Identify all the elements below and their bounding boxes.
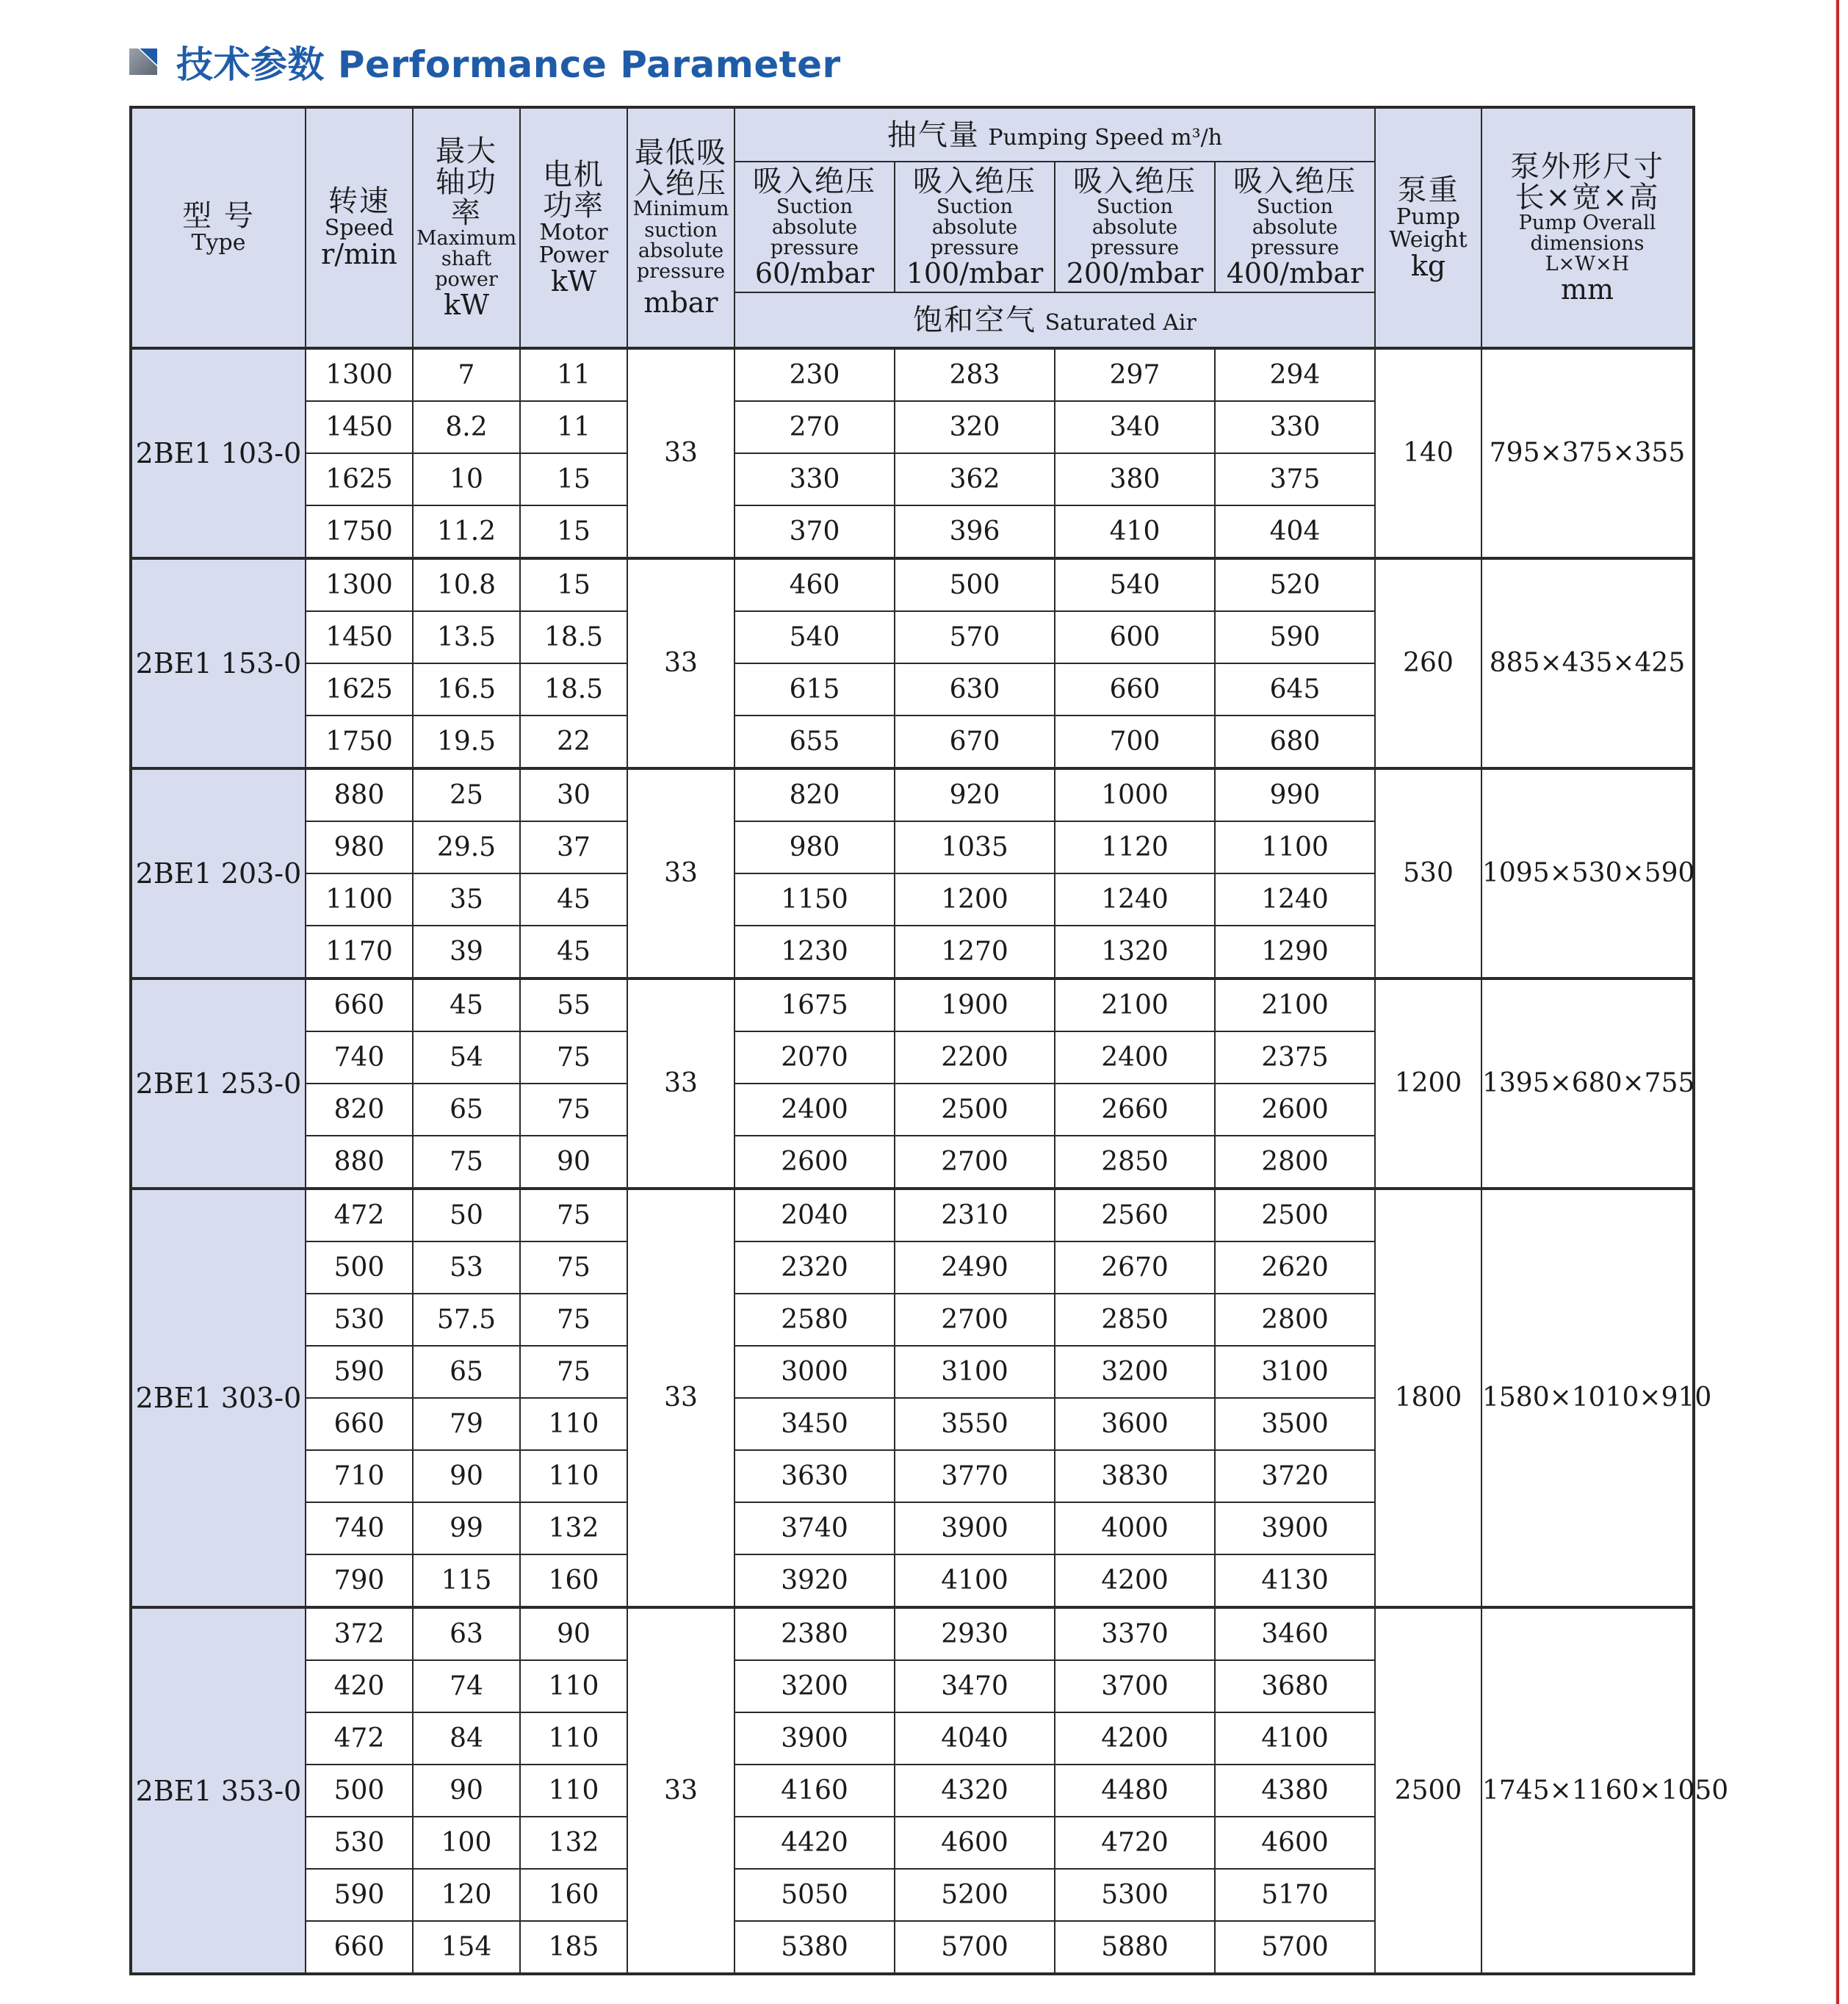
model-cell: 2BE1 203-0 [131,768,306,978]
p400-cell: 1290 [1215,926,1375,978]
motor-power-cell: 15 [520,453,627,505]
p100-cell: 2700 [895,1136,1055,1189]
header-suction-100: 吸入绝压 Suction absolute pressure 100/mbar [895,162,1055,292]
p200-cell: 410 [1055,505,1215,558]
p100-cell: 4600 [895,1817,1055,1869]
motor-power-cell: 45 [520,873,627,926]
shaft-power-cell: 50 [413,1189,520,1241]
p200-cell: 600 [1055,611,1215,663]
p400-cell: 4380 [1215,1765,1375,1817]
shaft-power-cell: 10 [413,453,520,505]
p400-cell: 2600 [1215,1084,1375,1136]
motor-power-cell: 11 [520,401,627,453]
p200-cell: 3370 [1055,1607,1215,1660]
motor-power-cell: 75 [520,1189,627,1241]
p60-cell: 2580 [734,1294,895,1346]
p100-cell: 5200 [895,1869,1055,1921]
p60-cell: 4160 [734,1765,895,1817]
speed-cell: 1750 [306,505,413,558]
p60-cell: 4420 [734,1817,895,1869]
speed-cell: 790 [306,1554,413,1607]
speed-cell: 1625 [306,663,413,716]
p60-cell: 655 [734,716,895,768]
shaft-power-cell: 16.5 [413,663,520,716]
dimensions-cell: 1095×530×590 [1481,768,1694,978]
header-pump-weight: 泵重 Pump Weight kg [1375,107,1481,348]
shaft-power-cell: 53 [413,1241,520,1294]
p400-cell: 1100 [1215,821,1375,873]
motor-power-cell: 75 [520,1241,627,1294]
p60-cell: 370 [734,505,895,558]
shaft-power-cell: 90 [413,1765,520,1817]
speed-cell: 1625 [306,453,413,505]
motor-power-cell: 18.5 [520,611,627,663]
p200-cell: 2850 [1055,1294,1215,1346]
speed-cell: 740 [306,1031,413,1084]
shaft-power-cell: 11.2 [413,505,520,558]
motor-power-cell: 110 [520,1660,627,1712]
min-suction-cell: 33 [627,348,734,558]
p200-cell: 4720 [1055,1817,1215,1869]
p200-cell: 2850 [1055,1136,1215,1189]
speed-cell: 980 [306,821,413,873]
shaft-power-cell: 99 [413,1502,520,1554]
p60-cell: 3630 [734,1450,895,1502]
p100-cell: 570 [895,611,1055,663]
motor-power-cell: 90 [520,1136,627,1189]
speed-cell: 1450 [306,401,413,453]
p200-cell: 3200 [1055,1346,1215,1398]
table-row [131,978,1694,1031]
p100-cell: 3900 [895,1502,1055,1554]
shaft-power-cell: 7 [413,348,520,401]
speed-cell: 530 [306,1294,413,1346]
p100-cell: 1900 [895,978,1055,1031]
speed-cell: 660 [306,1398,413,1450]
min-suction-cell: 33 [627,558,734,768]
motor-power-cell: 11 [520,348,627,401]
header-saturated-air: 饱和空气 Saturated Air [734,292,1375,348]
p200-cell: 2400 [1055,1031,1215,1084]
p100-cell: 283 [895,348,1055,401]
p200-cell: 340 [1055,401,1215,453]
p400-cell: 2800 [1215,1136,1375,1189]
p60-cell: 2400 [734,1084,895,1136]
speed-cell: 710 [306,1450,413,1502]
p100-cell: 1035 [895,821,1055,873]
p400-cell: 3500 [1215,1398,1375,1450]
header-suction-60: 吸入绝压 Suction absolute pressure 60/mbar [734,162,895,292]
p100-cell: 320 [895,401,1055,453]
p400-cell: 2800 [1215,1294,1375,1346]
p400-cell: 3900 [1215,1502,1375,1554]
p400-cell: 3720 [1215,1450,1375,1502]
speed-cell: 500 [306,1765,413,1817]
p400-cell: 404 [1215,505,1375,558]
header-type: 型 号 Type [131,107,306,348]
p200-cell: 540 [1055,558,1215,611]
min-suction-cell: 33 [627,768,734,978]
p100-cell: 3770 [895,1450,1055,1502]
p60-cell: 5380 [734,1921,895,1974]
p100-cell: 4100 [895,1554,1055,1607]
shaft-power-cell: 35 [413,873,520,926]
p400-cell: 645 [1215,663,1375,716]
p400-cell: 330 [1215,401,1375,453]
shaft-power-cell: 154 [413,1921,520,1974]
motor-power-cell: 160 [520,1869,627,1921]
shaft-power-cell: 65 [413,1084,520,1136]
speed-cell: 1170 [306,926,413,978]
model-cell: 2BE1 253-0 [131,978,306,1189]
motor-power-cell: 90 [520,1607,627,1660]
shaft-power-cell: 19.5 [413,716,520,768]
p100-cell: 2700 [895,1294,1055,1346]
shaft-power-cell: 120 [413,1869,520,1921]
p200-cell: 4200 [1055,1712,1215,1765]
motor-power-cell: 160 [520,1554,627,1607]
p400-cell: 5700 [1215,1921,1375,1974]
shaft-power-cell: 100 [413,1817,520,1869]
motor-power-cell: 22 [520,716,627,768]
p400-cell: 4600 [1215,1817,1375,1869]
page-right-border-shadow [1835,0,1836,2004]
weight-cell: 140 [1375,348,1481,558]
p100-cell: 670 [895,716,1055,768]
model-cell: 2BE1 303-0 [131,1189,306,1607]
p400-cell: 4130 [1215,1554,1375,1607]
p60-cell: 270 [734,401,895,453]
motor-power-cell: 37 [520,821,627,873]
p60-cell: 5050 [734,1869,895,1921]
p200-cell: 2670 [1055,1241,1215,1294]
p400-cell: 520 [1215,558,1375,611]
speed-cell: 1750 [306,716,413,768]
p400-cell: 990 [1215,768,1375,821]
motor-power-cell: 18.5 [520,663,627,716]
motor-power-cell: 132 [520,1502,627,1554]
p60-cell: 330 [734,453,895,505]
p100-cell: 2310 [895,1189,1055,1241]
p60-cell: 3900 [734,1712,895,1765]
p400-cell: 2100 [1215,978,1375,1031]
p60-cell: 980 [734,821,895,873]
p200-cell: 2100 [1055,978,1215,1031]
p400-cell: 2375 [1215,1031,1375,1084]
p400-cell: 375 [1215,453,1375,505]
section-title: 技术参数 Performance Parameter [176,43,841,86]
dimensions-cell: 1580×1010×910 [1481,1189,1694,1607]
motor-power-cell: 75 [520,1031,627,1084]
header-max-shaft-power: 最大轴功率 Maximum shaft power kW [413,107,520,348]
speed-cell: 472 [306,1712,413,1765]
p60-cell: 540 [734,611,895,663]
dimensions-cell: 795×375×355 [1481,348,1694,558]
speed-cell: 1450 [306,611,413,663]
speed-cell: 1100 [306,873,413,926]
shaft-power-cell: 84 [413,1712,520,1765]
shaft-power-cell: 79 [413,1398,520,1450]
header-min-suction-pressure: 最低吸入绝压 Minimum suction absolute pressure mbar [627,107,734,348]
p60-cell: 615 [734,663,895,716]
table-row [131,1189,1694,1241]
p400-cell: 680 [1215,716,1375,768]
p60-cell: 230 [734,348,895,401]
p100-cell: 2500 [895,1084,1055,1136]
p60-cell: 1675 [734,978,895,1031]
motor-power-cell: 110 [520,1398,627,1450]
weight-cell: 1200 [1375,978,1481,1189]
speed-cell: 820 [306,1084,413,1136]
p200-cell: 4480 [1055,1765,1215,1817]
weight-cell: 260 [1375,558,1481,768]
p60-cell: 2040 [734,1189,895,1241]
p60-cell: 2070 [734,1031,895,1084]
table-row [131,348,1694,401]
section-heading [129,35,841,88]
p60-cell: 1150 [734,873,895,926]
p200-cell: 3600 [1055,1398,1215,1450]
speed-cell: 660 [306,978,413,1031]
motor-power-cell: 75 [520,1346,627,1398]
p200-cell: 380 [1055,453,1215,505]
p100-cell: 1200 [895,873,1055,926]
table-row [131,558,1694,611]
p400-cell: 1240 [1215,873,1375,926]
p400-cell: 2620 [1215,1241,1375,1294]
p200-cell: 3830 [1055,1450,1215,1502]
model-cell: 2BE1 103-0 [131,348,306,558]
p400-cell: 2500 [1215,1189,1375,1241]
shaft-power-cell: 25 [413,768,520,821]
speed-cell: 880 [306,1136,413,1189]
shaft-power-cell: 10.8 [413,558,520,611]
shaft-power-cell: 57.5 [413,1294,520,1346]
shaft-power-cell: 75 [413,1136,520,1189]
p60-cell: 2600 [734,1136,895,1189]
p60-cell: 2380 [734,1607,895,1660]
table-row [131,768,1694,821]
p60-cell: 1230 [734,926,895,978]
table-row [131,1607,1694,1660]
p200-cell: 5300 [1055,1869,1215,1921]
p200-cell: 2660 [1055,1084,1215,1136]
p200-cell: 1000 [1055,768,1215,821]
p100-cell: 500 [895,558,1055,611]
shaft-power-cell: 29.5 [413,821,520,873]
shaft-power-cell: 65 [413,1346,520,1398]
model-cell: 2BE1 153-0 [131,558,306,768]
header-pumping-speed: 抽气量 Pumping Speed m³/h [734,107,1375,162]
p400-cell: 294 [1215,348,1375,401]
p200-cell: 660 [1055,663,1215,716]
speed-cell: 500 [306,1241,413,1294]
motor-power-cell: 110 [520,1450,627,1502]
p60-cell: 3000 [734,1346,895,1398]
speed-cell: 372 [306,1607,413,1660]
weight-cell: 2500 [1375,1607,1481,1974]
weight-cell: 530 [1375,768,1481,978]
p100-cell: 5700 [895,1921,1055,1974]
dimensions-cell: 885×435×425 [1481,558,1694,768]
p100-cell: 4040 [895,1712,1055,1765]
motor-power-cell: 132 [520,1817,627,1869]
p400-cell: 4100 [1215,1712,1375,1765]
p400-cell: 3460 [1215,1607,1375,1660]
page-right-border [1836,0,1839,2004]
speed-cell: 590 [306,1869,413,1921]
motor-power-cell: 75 [520,1294,627,1346]
p100-cell: 630 [895,663,1055,716]
p400-cell: 5170 [1215,1869,1375,1921]
min-suction-cell: 33 [627,1607,734,1974]
dimensions-cell: 1745×1160×1050 [1481,1607,1694,1974]
p100-cell: 362 [895,453,1055,505]
p100-cell: 3100 [895,1346,1055,1398]
header-suction-200: 吸入绝压 Suction absolute pressure 200/mbar [1055,162,1215,292]
shaft-power-cell: 8.2 [413,401,520,453]
p200-cell: 2560 [1055,1189,1215,1241]
header-speed: 转速 Speed r/min [306,107,413,348]
min-suction-cell: 33 [627,1189,734,1607]
speed-cell: 880 [306,768,413,821]
p60-cell: 3740 [734,1502,895,1554]
p200-cell: 4000 [1055,1502,1215,1554]
p100-cell: 920 [895,768,1055,821]
p60-cell: 3920 [734,1554,895,1607]
model-cell: 2BE1 353-0 [131,1607,306,1974]
p100-cell: 1270 [895,926,1055,978]
p60-cell: 3200 [734,1660,895,1712]
motor-power-cell: 110 [520,1765,627,1817]
shaft-power-cell: 74 [413,1660,520,1712]
shaft-power-cell: 54 [413,1031,520,1084]
p200-cell: 5880 [1055,1921,1215,1974]
motor-power-cell: 110 [520,1712,627,1765]
motor-power-cell: 45 [520,926,627,978]
p60-cell: 3450 [734,1398,895,1450]
p400-cell: 3680 [1215,1660,1375,1712]
weight-cell: 1800 [1375,1189,1481,1607]
speed-cell: 472 [306,1189,413,1241]
section-marker-icon [129,48,157,75]
speed-cell: 530 [306,1817,413,1869]
header-overall-dimensions: 泵外形尺寸 长×宽×高 Pump Overall dimensions L×W×H mm [1481,107,1694,348]
shaft-power-cell: 63 [413,1607,520,1660]
speed-cell: 1300 [306,558,413,611]
shaft-power-cell: 13.5 [413,611,520,663]
min-suction-cell: 33 [627,978,734,1189]
speed-cell: 590 [306,1346,413,1398]
p200-cell: 1240 [1055,873,1215,926]
motor-power-cell: 55 [520,978,627,1031]
p200-cell: 297 [1055,348,1215,401]
p200-cell: 3700 [1055,1660,1215,1712]
speed-cell: 740 [306,1502,413,1554]
p100-cell: 2930 [895,1607,1055,1660]
p100-cell: 4320 [895,1765,1055,1817]
performance-table [129,106,1729,1975]
shaft-power-cell: 115 [413,1554,520,1607]
p400-cell: 590 [1215,611,1375,663]
p100-cell: 3470 [895,1660,1055,1712]
p100-cell: 3550 [895,1398,1055,1450]
p60-cell: 820 [734,768,895,821]
p100-cell: 396 [895,505,1055,558]
motor-power-cell: 30 [520,768,627,821]
shaft-power-cell: 45 [413,978,520,1031]
p60-cell: 460 [734,558,895,611]
p100-cell: 2490 [895,1241,1055,1294]
dimensions-cell: 1395×680×755 [1481,978,1694,1189]
motor-power-cell: 15 [520,558,627,611]
header-suction-400: 吸入绝压 Suction absolute pressure 400/mbar [1215,162,1375,292]
p400-cell: 3100 [1215,1346,1375,1398]
p200-cell: 1320 [1055,926,1215,978]
p200-cell: 700 [1055,716,1215,768]
shaft-power-cell: 90 [413,1450,520,1502]
motor-power-cell: 15 [520,505,627,558]
motor-power-cell: 75 [520,1084,627,1136]
p60-cell: 2320 [734,1241,895,1294]
speed-cell: 1300 [306,348,413,401]
p200-cell: 4200 [1055,1554,1215,1607]
speed-cell: 660 [306,1921,413,1974]
header-motor-power: 电机功率 Motor Power kW [520,107,627,348]
shaft-power-cell: 39 [413,926,520,978]
speed-cell: 420 [306,1660,413,1712]
motor-power-cell: 185 [520,1921,627,1974]
p100-cell: 2200 [895,1031,1055,1084]
p200-cell: 1120 [1055,821,1215,873]
